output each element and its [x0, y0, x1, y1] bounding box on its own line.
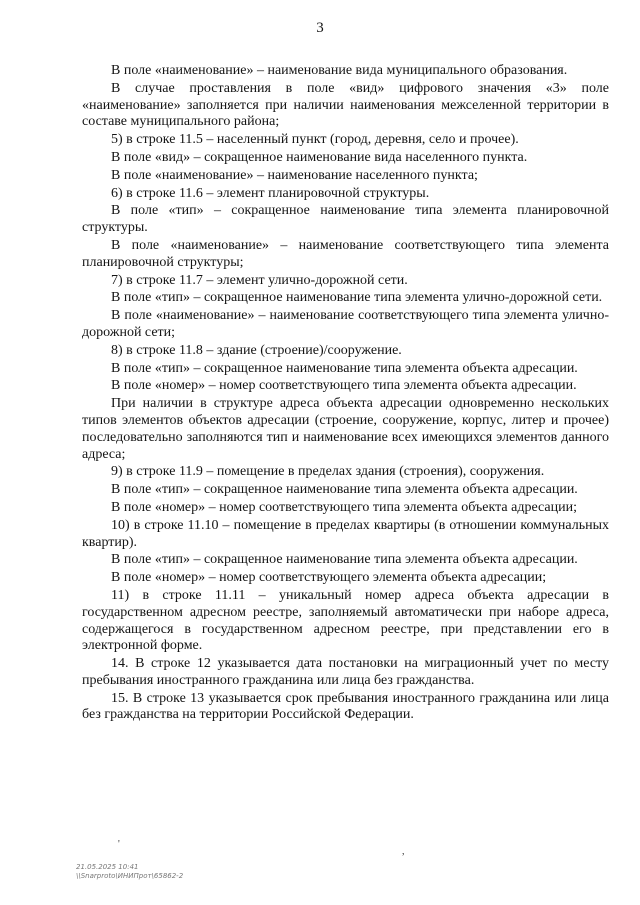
scan-mark: ,	[402, 846, 405, 857]
document-footer	[76, 863, 183, 881]
paragraph: В поле «тип» – сокращенное наименование типа элемента объекта адресации.	[111, 482, 578, 498]
paragraph: В поле «наименование» – наименование соответствующего типа элемента планировочной структуры;	[82, 237, 609, 270]
footer-timestamp: 21.05.2025 10:41	[76, 863, 139, 871]
paragraph: В поле «номер» – номер соответствующего типа элемента объекта адресации;	[111, 499, 577, 515]
paragraph: 6) в строке 11.6 – элемент планировочной структуры.	[111, 185, 430, 201]
footer-file-path: \\Snarproto\ИНИПрот\65862-2	[76, 872, 184, 880]
paragraph: В поле «тип» – сокращенное наименование типа элемента планировочной структуры.	[82, 203, 609, 236]
paragraph: В поле «тип» – сокращенное наименование типа элемента улично-дорожной сети.	[111, 290, 603, 306]
paragraph: 14. В строке 12 указывается дата постановки на миграционный учет по месту пребывания иностранного гражданина или лица без гражданства.	[82, 656, 609, 688]
paragraph: В поле «тип» – сокращенное наименование типа элемента объекта адресации.	[111, 552, 578, 568]
paragraph: 7) в строке 11.7 – элемент улично-дорожной сети.	[111, 272, 408, 288]
paragraph: 9) в строке 11.9 – помещение в пределах здания (строения), сооружения.	[111, 464, 545, 480]
paragraph: 5) в строке 11.5 – населенный пункт (город, деревня, село и прочее).	[111, 132, 519, 148]
paragraph: 11) в строке 11.11 – уникальный номер адреса объекта адресации в государственном адресном реестре, заполняемый автоматически при наборе адреса, содержащегося в государственном адресном реестре, при представлении его в электронной форме.	[82, 587, 609, 654]
page-number: 3	[316, 20, 324, 36]
paragraph: 15. В строке 13 указывается срок пребывания иностранного гражданина или лица без гражданства на территории Российской Федерации.	[82, 690, 609, 723]
scan-mark: '	[118, 839, 120, 850]
paragraph: 10) в строке 11.10 – помещение в пределах квартиры (в отношении коммунальных квартир).	[82, 517, 609, 550]
paragraph: В поле «тип» – сокращенное наименование типа элемента объекта адресации.	[111, 360, 578, 376]
paragraph: В поле «наименование» – наименование населенного пункта;	[111, 167, 478, 183]
paragraph: В поле «номер» – номер соответствующего типа элемента объекта адресации.	[111, 378, 577, 394]
paragraph: В случае проставления в поле «вид» цифрового значения «3» поле «наименование» заполняется при наличии наименования межселенной территории в составе муниципального района;	[82, 80, 609, 130]
paragraph: 8) в строке 11.8 – здание (строение)/сооружение.	[111, 342, 402, 358]
paragraph: В поле «наименование» – наименование вида муниципального образования.	[111, 63, 568, 78]
paragraph: В поле «номер» – номер соответствующего элемента объекта адресации;	[111, 570, 547, 586]
paragraph: В поле «наименование» – наименование соответствующего типа элемента улично-дорожной сети;	[82, 308, 609, 340]
paragraph: В поле «вид» – сокращенное наименование вида населенного пункта.	[111, 149, 528, 165]
document-body	[82, 63, 609, 725]
paragraph: При наличии в структуре адреса объекта адресации одновременно нескольких типов элементов объектов адресации (строение, сооружение, корпус, литер и прочее) последовательно заполняются тип и наименование всех имеющихся элементов данного адреса;	[82, 396, 609, 462]
